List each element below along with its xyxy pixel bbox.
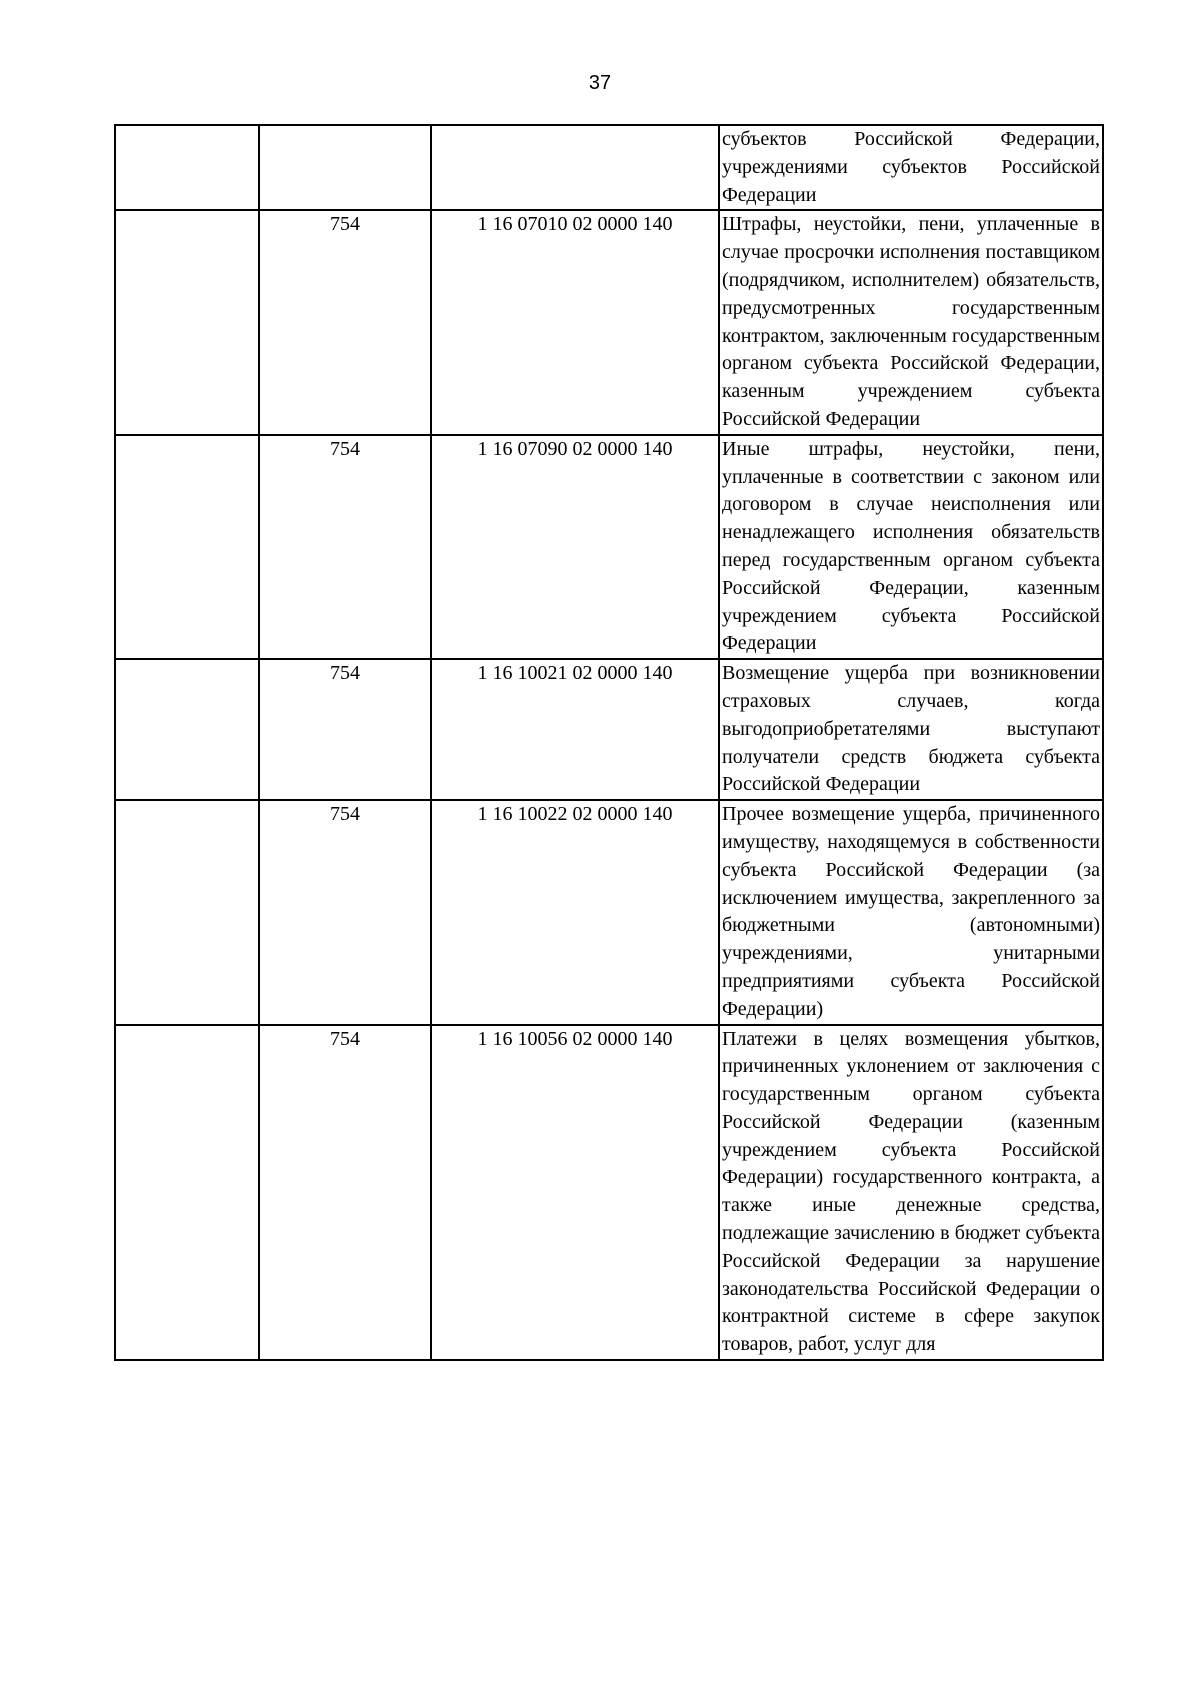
blank-cell [115, 125, 259, 210]
revenue-code-cell [431, 125, 719, 210]
page-number: 37 [588, 72, 612, 94]
admin-code-cell: 754 [259, 435, 431, 659]
revenue-code-cell: 1 16 10056 02 0000 140 [431, 1025, 719, 1361]
table-row [115, 1025, 1103, 1361]
blank-cell [115, 800, 259, 1024]
blank-cell [115, 1025, 259, 1361]
description-cell: субъектов Российской Федерации, учреждениями субъектов Российской Федерации [719, 125, 1103, 210]
admin-code-cell: 754 [259, 659, 431, 800]
admin-code-cell [259, 125, 431, 210]
description-cell: Штрафы, неустойки, пени, уплаченные в случае просрочки исполнения поставщиком (подрядчиком, исполнителем) обязательств, предусмотренных государственным контрактом, заключенным государственным органом субъекта Российской Федерации, казенным учреждением субъекта Российской Федерации [719, 210, 1103, 434]
description-cell: Платежи в целях возмещения убытков, причиненных уклонением от заключения с государственным органом субъекта Российской Федерации (казенным учреждением субъекта Российской Федерации) государственного контракта, а также иные денежные средства, подлежащие зачислению в бюджет субъекта Российской Федерации за нарушение законодательства Российской Федерации о контрактной системе в сфере закупок товаров, работ, услуг для [719, 1025, 1103, 1361]
revenue-code-cell: 1 16 10021 02 0000 140 [431, 659, 719, 800]
revenue-classification-table [114, 124, 1104, 1361]
table-row [115, 659, 1103, 800]
blank-cell [115, 210, 259, 434]
description-cell: Прочее возмещение ущерба, причиненного имуществу, находящемуся в собственности субъекта Российской Федерации (за исключением имущества, закрепленного за бюджетными (автономными) учреждениями, унитарными предприятиями субъекта Российской Федерации) [719, 800, 1103, 1024]
description-cell: Иные штрафы, неустойки, пени, уплаченные в соответствии с законом или договором в случае неисполнения или ненадлежащего исполнения обязательств перед государственным органом субъекта Российской Федерации, казенным учреждением субъекта Российской Федерации [719, 435, 1103, 659]
revenue-code-cell: 1 16 10022 02 0000 140 [431, 800, 719, 1024]
description-cell: Возмещение ущерба при возникновении страховых случаев, когда выгодоприобретателями выступают получатели средств бюджета субъекта Российской Федерации [719, 659, 1103, 800]
table-row [115, 125, 1103, 210]
revenue-code-cell: 1 16 07010 02 0000 140 [431, 210, 719, 434]
admin-code-cell: 754 [259, 800, 431, 1024]
table-row [115, 800, 1103, 1024]
revenue-code-cell: 1 16 07090 02 0000 140 [431, 435, 719, 659]
blank-cell [115, 435, 259, 659]
admin-code-cell: 754 [259, 1025, 431, 1361]
table-row [115, 435, 1103, 659]
blank-cell [115, 659, 259, 800]
table-row [115, 210, 1103, 434]
admin-code-cell: 754 [259, 210, 431, 434]
